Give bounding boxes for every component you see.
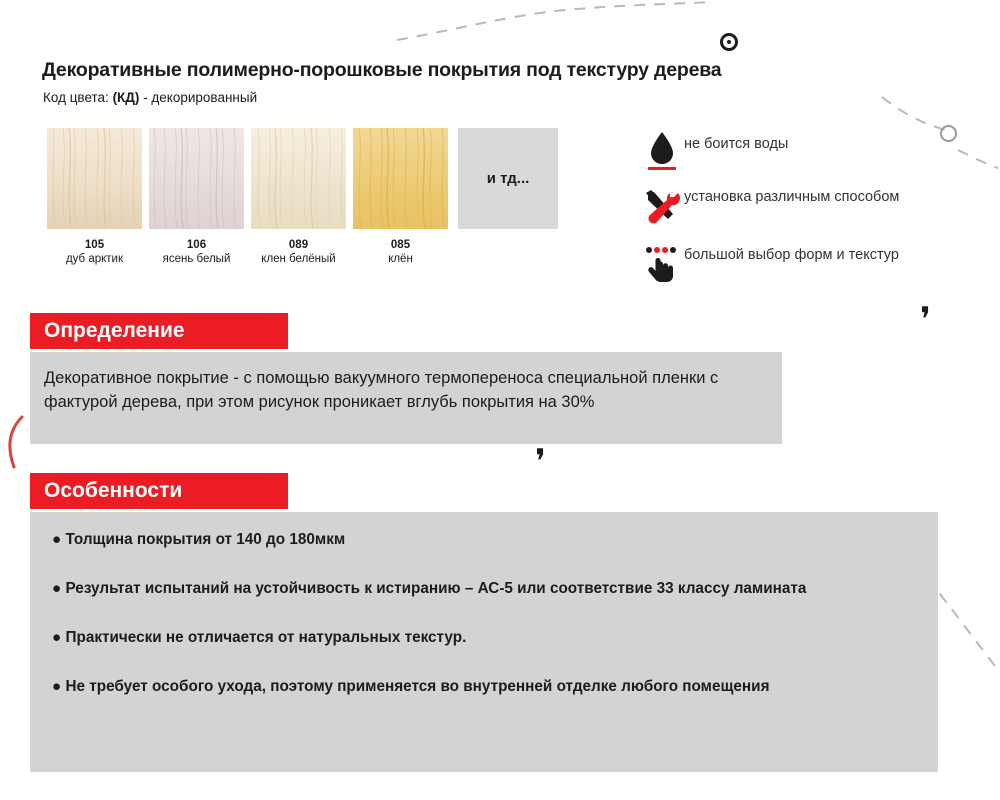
swatch-code: 106 bbox=[186, 239, 207, 251]
swatch-item[interactable] bbox=[353, 128, 448, 266]
swatch-item[interactable] bbox=[47, 128, 142, 266]
feature-item-water bbox=[640, 128, 950, 172]
swatch-name: клён bbox=[388, 253, 413, 265]
definition-panel bbox=[30, 352, 782, 444]
more-colors-box[interactable]: и тд... bbox=[458, 128, 558, 229]
subtitle-code: (КД) bbox=[112, 90, 140, 105]
water-drop-icon bbox=[640, 128, 684, 172]
swatch-item[interactable] bbox=[149, 128, 244, 266]
red-swoosh-decoration bbox=[0, 415, 30, 470]
subtitle-prefix: Код цвета: bbox=[43, 90, 113, 105]
definition-text: Декоративное покрытие - с помощью вакуумного термопереноса специальной пленки с фактурой дерева, при этом рисунок проникает вглубь покрытия на 30% bbox=[44, 369, 719, 411]
swatch-preview-105 bbox=[47, 128, 142, 229]
swatch-code: 089 bbox=[288, 239, 309, 251]
dashed-line-top-decoration bbox=[395, 0, 715, 55]
swatch-preview-106 bbox=[149, 128, 244, 229]
feature-list bbox=[640, 128, 950, 302]
subtitle-suffix: - декорированный bbox=[139, 90, 258, 105]
dot-decoration bbox=[720, 33, 738, 51]
feature-item-installation bbox=[640, 186, 950, 230]
swatch-name: ясень белый bbox=[162, 253, 231, 265]
swatch-code: 105 bbox=[84, 239, 105, 251]
comma-decoration-center: ❜ bbox=[535, 444, 546, 481]
comma-decoration-right: ❜ bbox=[920, 302, 931, 339]
feature-bullet: ● Толщина покрытия от 140 до 180мкм bbox=[52, 531, 346, 548]
swatch-name: клен белёный bbox=[261, 253, 336, 265]
swatch-preview-089 bbox=[251, 128, 346, 229]
swatch-caption bbox=[47, 238, 142, 266]
features-heading: Особенности bbox=[30, 473, 288, 509]
feature-label: большой выбор форм и текстур bbox=[684, 247, 899, 263]
hand-pointer-icon bbox=[640, 244, 684, 288]
feature-bullet: ● Не требует особого ухода, поэтому применяется во внутренней отделке любого помещения bbox=[52, 678, 770, 695]
page-subtitle bbox=[43, 90, 257, 105]
swatch-item[interactable] bbox=[251, 128, 346, 266]
features-panel bbox=[30, 512, 938, 772]
feature-item-variety bbox=[640, 244, 950, 288]
swatch-caption bbox=[149, 238, 244, 266]
swatch-preview-085 bbox=[353, 128, 448, 229]
page-title: Декоративные полимерно-порошковые покрытия под текстуру дерева bbox=[42, 59, 722, 81]
definition-heading: Определение bbox=[30, 313, 288, 349]
swatch-caption bbox=[353, 238, 448, 266]
color-swatch-list bbox=[47, 128, 558, 266]
feature-bullet: ● Результат испытаний на устойчивость к истиранию – АС-5 или соответствие 33 классу ламината bbox=[52, 580, 807, 597]
tools-icon bbox=[640, 186, 684, 230]
swatch-name: дуб арктик bbox=[65, 253, 124, 265]
feature-bullet: ● Практически не отличается от натуральных текстур. bbox=[52, 629, 467, 646]
swatch-code: 085 bbox=[390, 239, 411, 251]
feature-label: установка различным способом bbox=[684, 189, 900, 205]
swatch-caption bbox=[251, 238, 346, 266]
feature-label: не боится воды bbox=[684, 136, 789, 152]
